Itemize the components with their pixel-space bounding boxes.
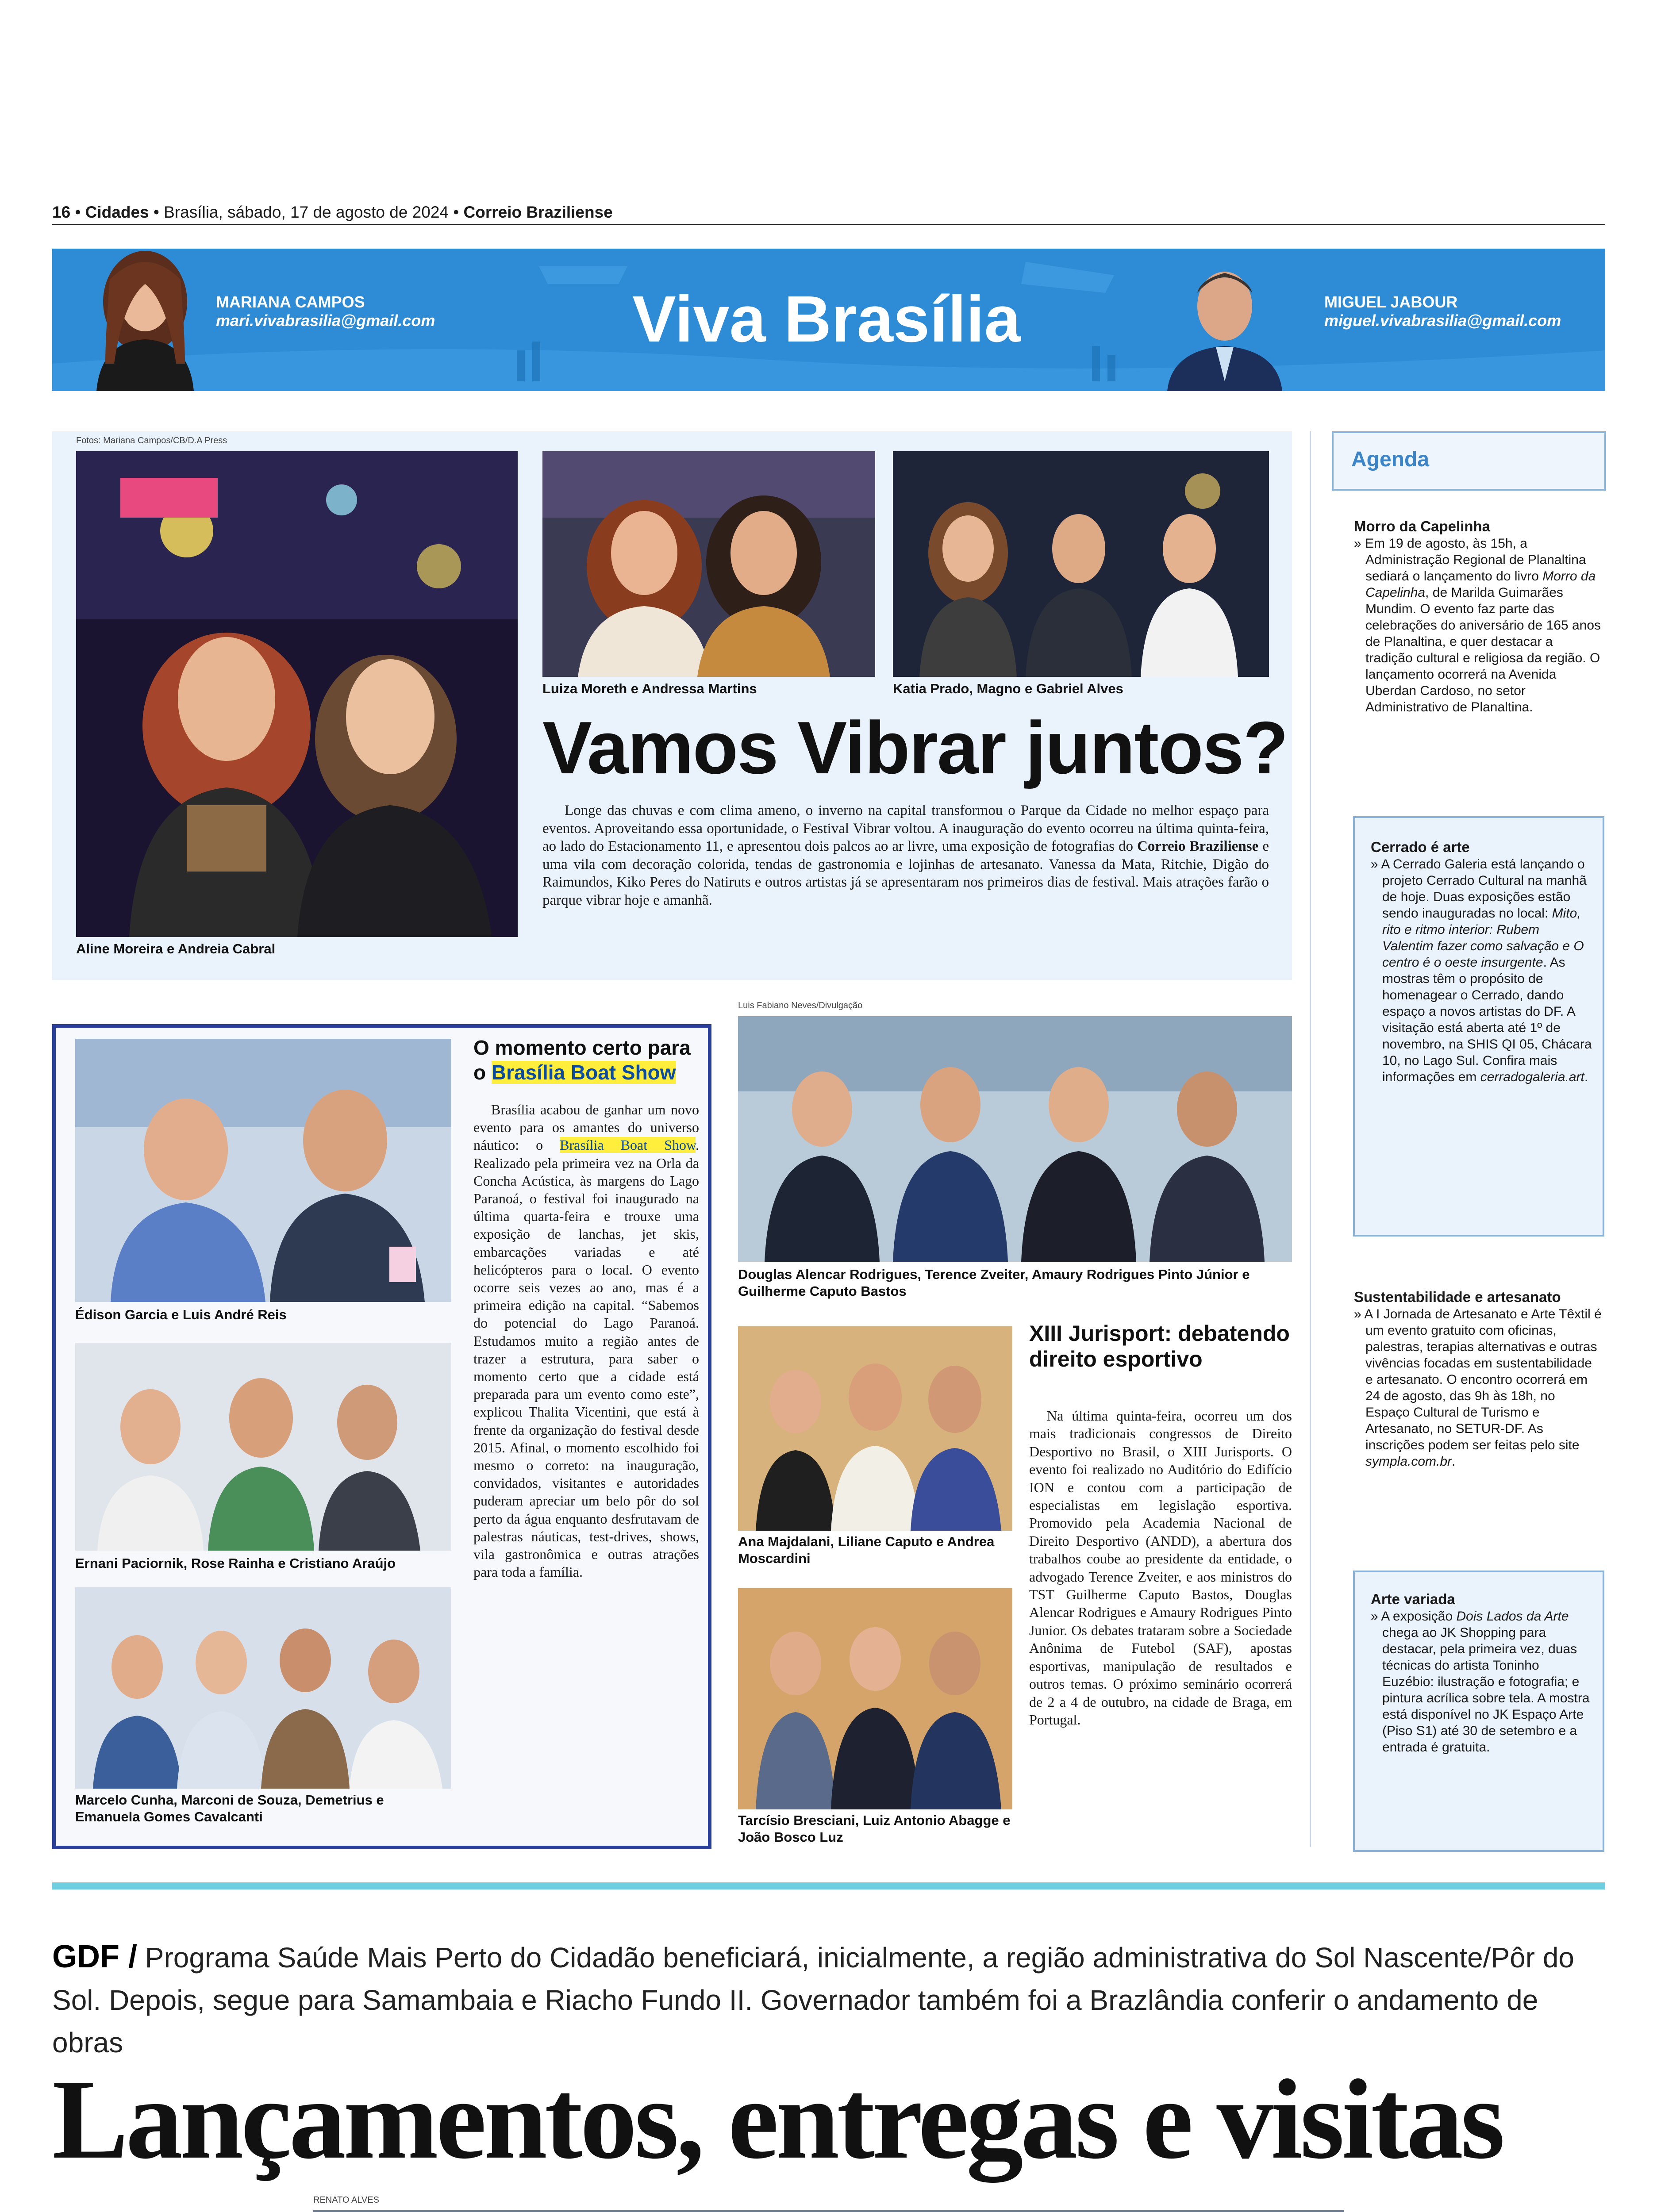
agenda-item-3-heading: Sustentabilidade e artesanato — [1354, 1289, 1561, 1305]
boat-photo-2 — [75, 1343, 451, 1551]
folio-dateline: Brasília, sábado, 17 de agosto de 2024 — [164, 203, 449, 221]
festival-body: Longe das chuvas e com clima ameno, o inverno na capital transformou o Parque da Cidade no melhor espaço para eventos. Aproveitando essa oportunidade, o Festival Vibrar voltou. A inauguração do evento ocorreu na última quinta-feira, ao lado do Estacionamento 11, e apresentou dois palcos ao ar livre, uma exposição de fotografias do Correio Braziliense e uma vila com decoração colorida, tendas de gastronomia e lojinhas de artesanato. Vanessa da Mata, Ritchie, Digão do Raimundos, Kiko Peres do Natiruts e outros artistas já se apresentaram nos primeiros dias de festival. Mais atrações farão o parque vibrar hoje e amanhã. — [542, 803, 1269, 908]
folio: 16 • Cidades • Brasília, sábado, 17 de agosto de 2024 • Correio Braziliense — [52, 203, 613, 221]
festival-caption-3: Katia Prado, Magno e Gabriel Alves — [893, 681, 1123, 696]
jurisport-body: Na última quinta-feira, ocorreu um dos mais tradicionais congressos de Direito Desportivo no Brasil, o XIII Jurisports. O evento foi realizado no Auditório do Edifício ION e contou com a participação de especialistas em legislação esportiva. Promovido pela Academia Nacional de Direito Desportivo (ANDD), a abertura dos trabalhos coube ao presidente da entidade, o advogado Terence Zveiter, e aos ministros do TST Guilherme Caputo Bastos, Douglas Alencar Rodrigues e Amaury Rodrigues Pinto Junior. Os debates trataram sobre a Sociedade Anônima de Futebol (SAF), apostas esportivas, manipulação de resultados e outros temas. O próximo seminário ocorrerá de 2 a 4 de outubro, na cidade de Braga, em Portugal. — [1029, 1408, 1292, 1728]
boat-photo-3 — [75, 1587, 451, 1789]
agenda-title: Agenda — [1332, 431, 1606, 491]
agenda-item-4-text: » A exposição Dois Lados da Arte chega ao JK Shopping para destacar, pela primeira vez, duas técnicas do artista Toninho Euzébio: ilustração e fotografia; e pintura acrílica sobre tela. A mostra está disponível no JK Espaço Arte (Piso S1) até 30 de setembro e a entrada é gratuita. — [1371, 1609, 1590, 1755]
boat-photo-1 — [75, 1039, 451, 1302]
agenda-item-1 — [1354, 518, 1602, 715]
agenda-item-3 — [1354, 1288, 1602, 1470]
boat-headline: O momento certo para o Brasília Boat Show — [473, 1036, 691, 1084]
jurisport-photo-mid — [738, 1326, 1012, 1531]
festival-caption-1: Aline Moreira e Andreia Cabral — [76, 941, 276, 956]
agenda-item-1-heading: Morro da Capelinha — [1354, 518, 1491, 534]
jurisport-caption-top: Douglas Alencar Rodrigues, Terence Zveiter, Amaury Rodrigues Pinto Júnior e Guilherme Caputo Bastos — [738, 1267, 1250, 1299]
jurisport-photo-credit: Luis Fabiano Neves/Divulgação — [738, 1001, 863, 1010]
festival-photo-3 — [893, 451, 1269, 677]
agenda-item-1-text: » Em 19 de agosto, às 15h, a Administração Regional de Planaltina sediará o lançamento do livro Morro da Capelinha, de Marilda Guimarães Mundim. O evento faz parte das celebrações do aniversário de 165 anos de Planaltina, e quer destacar a tradição cultural e religiosa da região. O lançamento ocorrerá na Avenida Uberdan Cardoso, no setor Administrativo de Planaltina. — [1354, 536, 1601, 714]
agenda-link-sympla[interactable]: sympla.com.br — [1365, 1454, 1452, 1469]
festival-caption-2: Luiza Moreth e Andressa Martins — [542, 681, 757, 696]
gdf-headline: Lançamentos, entregas e visitas — [52, 2056, 1503, 2182]
gdf-photo-credit: RENATO ALVES — [313, 2195, 379, 2205]
folio-section: Cidades — [85, 203, 149, 221]
folio-page: 16 — [52, 203, 71, 221]
left-columnist-name: MARIANA CAMPOS — [216, 293, 365, 311]
gdf-kicker: GDF / — [52, 1939, 137, 1974]
jurisport-caption-bot: Tarcísio Bresciani, Luiz Antonio Abagge e João Bosco Luz — [738, 1813, 1011, 1845]
boat-caption-1: Édison Garcia e Luis André Reis — [75, 1307, 287, 1322]
boat-caption-3: Marcelo Cunha, Marconi de Souza, Demetrius e Emanuela Gomes Cavalcanti — [75, 1792, 384, 1824]
jurisport-photo-bot — [738, 1588, 1012, 1809]
left-columnist-photo — [83, 249, 207, 391]
agenda-item-2 — [1371, 838, 1592, 1085]
boat-body: Brasília acabou de ganhar um novo evento para os amantes do universo náutico: o Brasília Boat Show. Realizado pela primeira vez na Orla da Concha Acústica, às margens do Lago Paranoá, o festival foi inaugurado na última quarta-feira e trouxe uma exposição de lanchas, jet skis, embarcações variadas e até helicópteros para o local. O evento ocorre seis vezes ao ano, mas é a primeira edição na capital. “Sabemos do potencial do Lago Paranoá. Estudamos muito a região antes de trazer a estrutura, para saber o momento certo que a cidade está preparada para um evento como este”, explicou Thalita Vicentini, que está à frente da organização do festival desde 2015. Afinal, o momento escolhido foi mesmo o correto: na inauguração, convidados, visitantes e autoridades puderam apreciar um belo pôr do sol perto da água enquanto desfrutavam de palestras náuticas, test-drives, shows, vila gastronômica e outras atrações para toda a família. — [473, 1102, 699, 1580]
right-columnist-email[interactable]: miguel.vivabrasilia@gmail.com — [1324, 311, 1561, 330]
festival-headline: Vamos Vibrar juntos? — [542, 706, 1288, 789]
agenda-item-4 — [1371, 1590, 1592, 1755]
right-columnist-photo — [1150, 249, 1300, 391]
left-columnist-email[interactable]: mari.vivabrasilia@gmail.com — [216, 311, 435, 330]
right-columnist-name: MIGUEL JABOUR — [1324, 293, 1458, 311]
festival-photo-main — [76, 451, 518, 937]
jurisport-headline: XIII Jurisport: debatendo direito esportivo — [1029, 1321, 1290, 1371]
agenda-divider — [1310, 431, 1311, 1847]
boat-caption-2: Ernani Paciornik, Rose Rainha e Cristiano Araújo — [75, 1555, 396, 1571]
gdf-main-photo — [313, 2210, 1344, 2212]
agenda-item-4-heading: Arte variada — [1371, 1591, 1455, 1607]
jurisport-caption-mid: Ana Majdalani, Liliane Caputo e Andrea Moscardini — [738, 1534, 995, 1566]
agenda-item-2-heading: Cerrado é arte — [1371, 839, 1470, 855]
festival-photo-2 — [542, 451, 875, 677]
banner-title: Viva Brasília — [632, 283, 1021, 356]
folio-paper: Correio Braziliense — [463, 203, 613, 221]
jurisport-photo-top — [738, 1016, 1292, 1262]
agenda-item-3-text: » A I Jornada de Artesanato e Arte Têxtil é um evento gratuito com oficinas, palestras, terapias alternativas e outras vivências focadas em sustentabilidade e artesanato. O encontro ocorrerá em 24 de agosto, das 9h às 18h, no Espaço Cultural de Turismo e Artesanato, no SETUR-DF. As inscrições podem ser feitas pelo site sympla.com.br. — [1354, 1307, 1602, 1469]
gdf-deck: GDF / Programa Saúde Mais Perto do Cidadão beneficiará, inicialmente, a região administrativa do Sol Nascente/Pôr do Sol. Depois, segue para Samambaia e Riacho Fundo II. Governador também foi a Brazlândia conferir o andamento de obras — [52, 1939, 1574, 2058]
agenda-item-2-text: » A Cerrado Galeria está lançando o projeto Cerrado Cultural na manhã de hoje. Duas exposições estão sendo inauguradas no local: Mito, rito e ritmo interior: Rubem Valentim fazer como salvação e O centro é o oeste insurgente. As mostras têm o propósito de homenagear o Cerrado, dando espaço a novos artistas do DF. A visitação está aberta até 1º de novembro, na SHIS QI 05, Chácara 10, no Lago Sul. Confira mais informações em cerradogaleria.art. — [1371, 857, 1592, 1084]
folio-rule — [52, 224, 1605, 225]
column-banner — [52, 249, 1605, 391]
agenda-link-cerradogaleria[interactable]: cerradogaleria.art — [1480, 1070, 1584, 1084]
section-divider-rule — [52, 1882, 1605, 1889]
festival-photo-credit: Fotos: Mariana Campos/CB/D.A Press — [76, 436, 227, 445]
